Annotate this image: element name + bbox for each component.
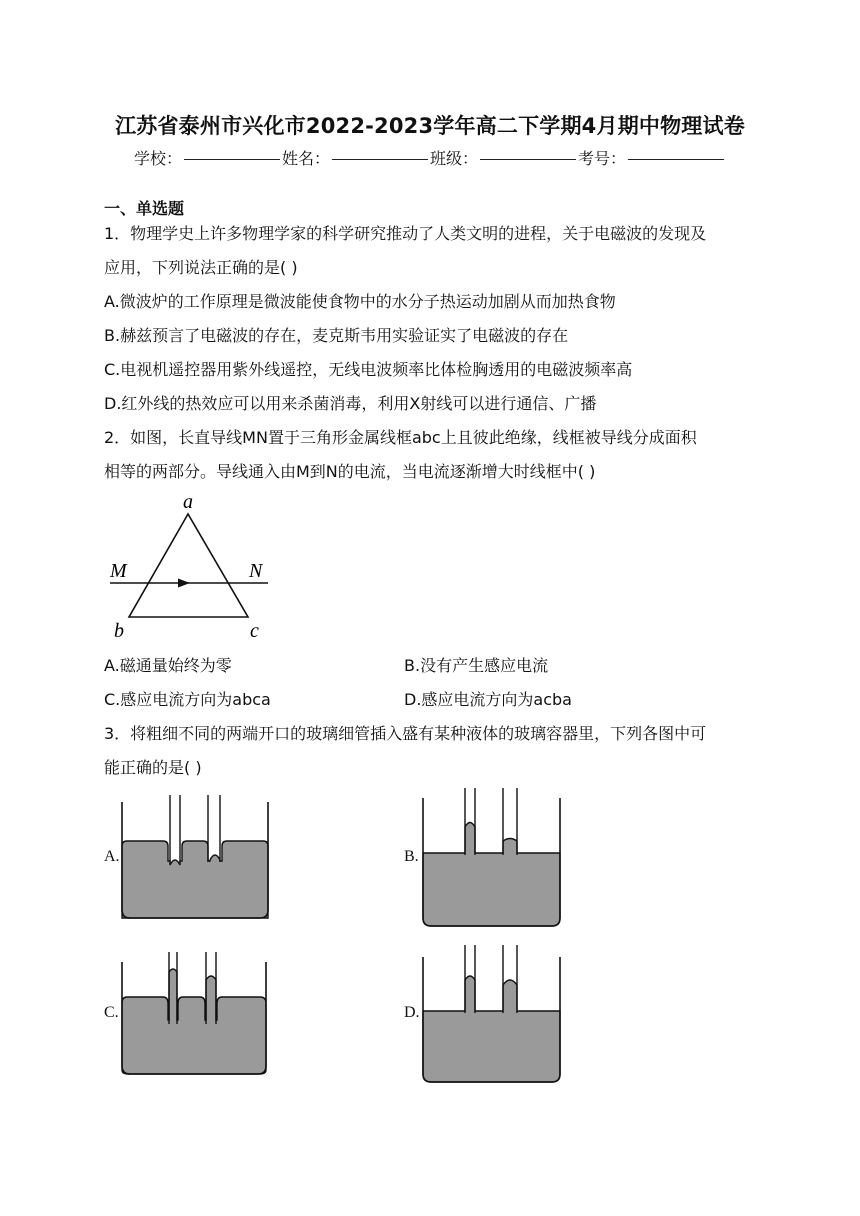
liquid-d [423,976,560,1082]
q1-option-d: D.红外线的热效应可以用来杀菌消毒，利用X射线可以进行通信、广播 [104,394,597,413]
q3-label-c: C. [104,1004,119,1021]
label-c: c [250,620,259,642]
q2-stem-line1: 2．如图，长直导线MN置于三角形金属线框abc上且彼此绝缘，线框被导线分成面积 [104,428,697,447]
q2-option-a: A.磁通量始终为零 [104,656,232,675]
label-n: N [249,560,263,582]
q3-label-d: D. [404,1004,420,1021]
section-heading: 一、单选题 [104,199,185,218]
label-b: b [114,620,124,642]
school-label: 学校： [133,149,182,168]
q2-option-d: D.感应电流方向为acba [404,690,572,709]
name-label: 姓名： [281,149,330,168]
q1-option-c: C.电视机遥控器用紫外线遥控，无线电波频率比体检胸透用的电磁波频率高 [104,360,633,379]
q1-stem-line1: 1．物理学史上许多物理学家的科学研究推动了人类文明的进程，关于电磁波的发现及 [104,224,707,243]
q1-stem-line2: 应用，下列说法正确的是( ) [104,258,298,277]
label-m: M [110,560,127,582]
q3-label-a: A. [104,848,120,865]
label-a: a [183,491,193,513]
q3-stem-line1: 3．将粗细不同的两端开口的玻璃细管插入盛有某种液体的玻璃容器里，下列各图中可 [104,724,707,743]
class-label: 班级： [430,149,479,168]
page-title: 江苏省泰州市兴化市2022-2023学年高二下学期4月期中物理试卷 [115,114,745,138]
q1-option-a: A.微波炉的工作原理是微波能使食物中的水分子热运动加剧从而加热食物 [104,292,616,311]
q3-label-b: B. [404,848,419,865]
q3-stem-line2: 能正确的是( ) [104,758,202,777]
exam-number-label: 考号： [578,149,627,168]
q2-stem-line2: 相等的两部分。导线通入由M到N的电流，当电流逐渐增大时线框中( ) [104,462,596,481]
q1-option-b: B.赫兹预言了电磁波的存在，麦克斯韦用实验证实了电磁波的存在 [104,326,569,345]
q2-option-b: B.没有产生感应电流 [404,656,549,675]
q2-option-c: C.感应电流方向为abca [104,690,271,709]
